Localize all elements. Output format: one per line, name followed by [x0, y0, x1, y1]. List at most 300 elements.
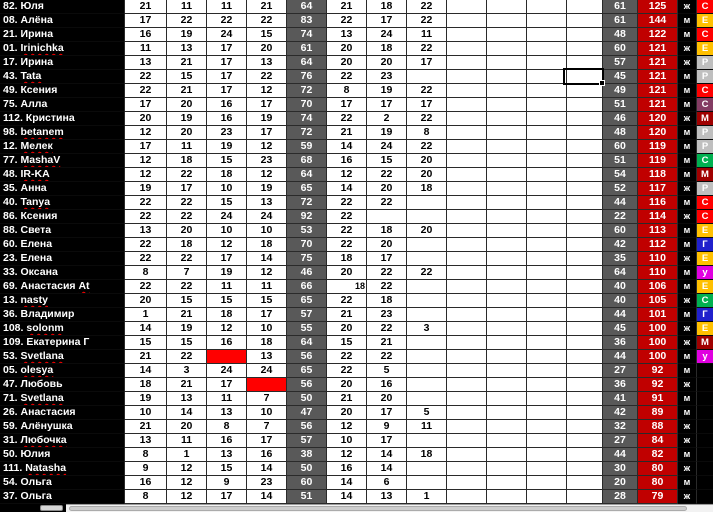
gender-cell[interactable]: м	[678, 308, 697, 322]
gender-cell[interactable]: м	[678, 14, 697, 28]
score-cell-2[interactable]: 22	[167, 350, 207, 364]
category-cell[interactable]: С	[697, 84, 713, 98]
score-cell-4[interactable]: 22	[247, 70, 287, 84]
empty-cell[interactable]	[567, 378, 603, 392]
empty-cell[interactable]	[567, 168, 603, 182]
score-cell-6[interactable]: 20	[367, 238, 407, 252]
score-cell-6[interactable]: 17	[367, 406, 407, 420]
subtotal-1-cell[interactable]: 70	[287, 238, 327, 252]
score-cell-5[interactable]: 21	[327, 392, 367, 406]
player-name-cell[interactable]: 88. Света	[0, 224, 125, 238]
empty-cell[interactable]	[527, 434, 567, 448]
score-cell-2[interactable]: 12	[167, 490, 207, 504]
score-cell-4[interactable]: 15	[247, 294, 287, 308]
score-cell-5[interactable]: 21	[327, 308, 367, 322]
score-cell-7[interactable]: 1	[407, 490, 447, 504]
score-cell-7[interactable]: 22	[407, 84, 447, 98]
category-cell[interactable]: Р	[697, 140, 713, 154]
category-cell[interactable]: Е	[697, 224, 713, 238]
empty-cell[interactable]	[567, 126, 603, 140]
score-cell-2[interactable]: 22	[167, 280, 207, 294]
gender-cell[interactable]: м	[678, 140, 697, 154]
subtotal-1-cell[interactable]: 56	[287, 378, 327, 392]
subtotal-2-cell[interactable]: 40	[603, 280, 638, 294]
score-cell-2[interactable]: 15	[167, 336, 207, 350]
subtotal-1-cell[interactable]: 57	[287, 434, 327, 448]
empty-cell[interactable]	[447, 266, 487, 280]
total-cell[interactable]: 100	[638, 336, 678, 350]
subtotal-2-cell[interactable]: 20	[603, 476, 638, 490]
gender-cell[interactable]: ж	[678, 294, 697, 308]
empty-cell[interactable]	[487, 378, 527, 392]
score-cell-7[interactable]	[407, 210, 447, 224]
category-cell[interactable]: Е	[697, 252, 713, 266]
gender-cell[interactable]: ж	[678, 0, 697, 14]
subtotal-1-cell[interactable]: 46	[287, 266, 327, 280]
total-cell[interactable]: 91	[638, 392, 678, 406]
score-cell-4[interactable]: 17	[247, 434, 287, 448]
category-cell[interactable]	[697, 490, 713, 504]
category-cell[interactable]: Р	[697, 70, 713, 84]
score-cell-3[interactable]	[207, 350, 247, 364]
score-cell-6[interactable]: 13	[367, 490, 407, 504]
empty-cell[interactable]	[487, 266, 527, 280]
score-cell-7[interactable]	[407, 238, 447, 252]
empty-cell[interactable]	[447, 84, 487, 98]
score-cell-7[interactable]	[407, 364, 447, 378]
empty-cell[interactable]	[567, 476, 603, 490]
empty-cell[interactable]	[567, 448, 603, 462]
score-cell-1[interactable]: 1	[125, 308, 167, 322]
empty-cell[interactable]	[487, 462, 527, 476]
empty-cell[interactable]	[527, 84, 567, 98]
subtotal-2-cell[interactable]: 44	[603, 196, 638, 210]
score-cell-3[interactable]: 17	[207, 252, 247, 266]
empty-cell[interactable]	[487, 0, 527, 14]
player-name-cell[interactable]: 54. Ольга	[0, 476, 125, 490]
empty-cell[interactable]	[567, 28, 603, 42]
subtotal-1-cell[interactable]: 76	[287, 70, 327, 84]
score-cell-3[interactable]: 11	[207, 392, 247, 406]
category-cell[interactable]: Е	[697, 14, 713, 28]
total-cell[interactable]: 92	[638, 364, 678, 378]
score-cell-1[interactable]: 22	[125, 252, 167, 266]
subtotal-1-cell[interactable]: 57	[287, 308, 327, 322]
subtotal-1-cell[interactable]: 65	[287, 182, 327, 196]
empty-cell[interactable]	[567, 42, 603, 56]
subtotal-1-cell[interactable]: 50	[287, 392, 327, 406]
score-cell-3[interactable]: 10	[207, 224, 247, 238]
category-cell[interactable]: Р	[697, 56, 713, 70]
total-cell[interactable]: 122	[638, 28, 678, 42]
subtotal-2-cell[interactable]: 40	[603, 294, 638, 308]
empty-cell[interactable]	[567, 392, 603, 406]
empty-cell[interactable]	[567, 266, 603, 280]
score-cell-5[interactable]: 22	[327, 14, 367, 28]
subtotal-1-cell[interactable]: 47	[287, 406, 327, 420]
score-cell-2[interactable]: 17	[167, 182, 207, 196]
score-cell-3[interactable]: 16	[207, 112, 247, 126]
score-cell-5[interactable]: 21	[327, 126, 367, 140]
score-cell-3[interactable]: 17	[207, 70, 247, 84]
empty-cell[interactable]	[447, 378, 487, 392]
empty-cell[interactable]	[487, 70, 527, 84]
empty-cell[interactable]	[447, 154, 487, 168]
subtotal-2-cell[interactable]: 61	[603, 0, 638, 14]
score-cell-5[interactable]: 20	[327, 322, 367, 336]
score-cell-1[interactable]: 13	[125, 56, 167, 70]
score-cell-5[interactable]: 22	[327, 196, 367, 210]
score-cell-1[interactable]: 22	[125, 84, 167, 98]
gender-cell[interactable]: м	[678, 280, 697, 294]
subtotal-1-cell[interactable]: 75	[287, 252, 327, 266]
score-cell-1[interactable]: 14	[125, 322, 167, 336]
score-cell-4[interactable]: 13	[247, 56, 287, 70]
empty-cell[interactable]	[567, 210, 603, 224]
category-cell[interactable]: С	[697, 98, 713, 112]
score-cell-6[interactable]: 20	[367, 392, 407, 406]
empty-cell[interactable]	[567, 280, 603, 294]
subtotal-2-cell[interactable]: 52	[603, 182, 638, 196]
category-cell[interactable]: Р	[697, 182, 713, 196]
empty-cell[interactable]	[527, 378, 567, 392]
score-cell-3[interactable]: 24	[207, 364, 247, 378]
subtotal-2-cell[interactable]: 60	[603, 224, 638, 238]
player-name-cell[interactable]: 17. Ирина	[0, 56, 125, 70]
category-cell[interactable]: С	[697, 210, 713, 224]
subtotal-1-cell[interactable]: 83	[287, 14, 327, 28]
score-cell-5[interactable]: 15	[327, 336, 367, 350]
score-cell-1[interactable]: 17	[125, 14, 167, 28]
score-cell-6[interactable]: 17	[367, 252, 407, 266]
empty-cell[interactable]	[487, 364, 527, 378]
score-cell-3[interactable]: 16	[207, 336, 247, 350]
category-cell[interactable]: С	[697, 28, 713, 42]
score-cell-3[interactable]: 12	[207, 322, 247, 336]
score-cell-3[interactable]: 22	[207, 14, 247, 28]
subtotal-2-cell[interactable]: 27	[603, 364, 638, 378]
subtotal-2-cell[interactable]: 42	[603, 406, 638, 420]
empty-cell[interactable]	[447, 224, 487, 238]
empty-cell[interactable]	[527, 406, 567, 420]
score-cell-7[interactable]	[407, 350, 447, 364]
score-cell-1[interactable]: 22	[125, 238, 167, 252]
subtotal-1-cell[interactable]: 56	[287, 420, 327, 434]
empty-cell[interactable]	[487, 210, 527, 224]
empty-cell[interactable]	[447, 476, 487, 490]
score-cell-2[interactable]: 21	[167, 308, 207, 322]
score-cell-5[interactable]: 22	[327, 364, 367, 378]
empty-cell[interactable]	[487, 168, 527, 182]
score-cell-7[interactable]: 22	[407, 0, 447, 14]
score-cell-2[interactable]: 22	[167, 168, 207, 182]
subtotal-2-cell[interactable]: 27	[603, 434, 638, 448]
empty-cell[interactable]	[527, 70, 567, 84]
subtotal-2-cell[interactable]: 36	[603, 336, 638, 350]
subtotal-1-cell[interactable]: 74	[287, 28, 327, 42]
score-cell-5[interactable]: 17	[327, 98, 367, 112]
empty-cell[interactable]	[447, 406, 487, 420]
subtotal-2-cell[interactable]: 57	[603, 56, 638, 70]
empty-cell[interactable]	[487, 294, 527, 308]
total-cell[interactable]: 89	[638, 406, 678, 420]
subtotal-1-cell[interactable]: 65	[287, 364, 327, 378]
empty-cell[interactable]	[567, 196, 603, 210]
score-cell-7[interactable]	[407, 280, 447, 294]
score-cell-2[interactable]: 13	[167, 392, 207, 406]
score-cell-5[interactable]: 20	[327, 56, 367, 70]
total-cell[interactable]: 120	[638, 112, 678, 126]
score-cell-6[interactable]: 20	[367, 182, 407, 196]
subtotal-2-cell[interactable]: 51	[603, 98, 638, 112]
score-cell-6[interactable]: 21	[367, 336, 407, 350]
player-name-cell[interactable]: 59. Алёнушка	[0, 420, 125, 434]
horizontal-scrollbar[interactable]	[0, 504, 713, 512]
total-cell[interactable]: 114	[638, 210, 678, 224]
total-cell[interactable]: 113	[638, 224, 678, 238]
score-cell-1[interactable]: 14	[125, 364, 167, 378]
player-name-cell[interactable]: 71. Svetlana	[0, 392, 125, 406]
empty-cell[interactable]	[487, 476, 527, 490]
score-cell-5[interactable]: 22	[327, 350, 367, 364]
score-cell-1[interactable]: 22	[125, 70, 167, 84]
gender-cell[interactable]: м	[678, 476, 697, 490]
score-cell-2[interactable]: 22	[167, 196, 207, 210]
empty-cell[interactable]	[527, 448, 567, 462]
empty-cell[interactable]	[487, 126, 527, 140]
player-name-cell[interactable]: 13. nasty	[0, 294, 125, 308]
empty-cell[interactable]	[487, 112, 527, 126]
score-cell-6[interactable]: 14	[367, 462, 407, 476]
empty-cell[interactable]	[567, 350, 603, 364]
empty-cell[interactable]	[487, 238, 527, 252]
gender-cell[interactable]: м	[678, 84, 697, 98]
score-cell-3[interactable]: 18	[207, 168, 247, 182]
empty-cell[interactable]	[487, 350, 527, 364]
empty-cell[interactable]	[487, 56, 527, 70]
score-cell-4[interactable]: 13	[247, 196, 287, 210]
empty-cell[interactable]	[527, 0, 567, 14]
score-cell-5[interactable]: 22	[327, 112, 367, 126]
empty-cell[interactable]	[447, 434, 487, 448]
category-cell[interactable]	[697, 392, 713, 406]
score-cell-5[interactable]: 14	[327, 476, 367, 490]
subtotal-2-cell[interactable]: 44	[603, 350, 638, 364]
score-cell-6[interactable]: 15	[367, 154, 407, 168]
score-cell-7[interactable]	[407, 336, 447, 350]
empty-cell[interactable]	[567, 252, 603, 266]
subtotal-1-cell[interactable]: 72	[287, 196, 327, 210]
gender-cell[interactable]: м	[678, 168, 697, 182]
score-cell-2[interactable]: 15	[167, 70, 207, 84]
gender-cell[interactable]: ж	[678, 378, 697, 392]
category-cell[interactable]: С	[697, 196, 713, 210]
score-cell-3[interactable]: 13	[207, 448, 247, 462]
score-cell-4[interactable]: 12	[247, 266, 287, 280]
category-cell[interactable]: С	[697, 0, 713, 14]
player-name-cell[interactable]: 49. Ксения	[0, 84, 125, 98]
gender-cell[interactable]: ж	[678, 434, 697, 448]
score-cell-2[interactable]: 11	[167, 0, 207, 14]
empty-cell[interactable]	[447, 364, 487, 378]
score-cell-7[interactable]: 22	[407, 14, 447, 28]
empty-cell[interactable]	[567, 0, 603, 14]
category-cell[interactable]: Г	[697, 238, 713, 252]
score-cell-1[interactable]: 18	[125, 378, 167, 392]
score-cell-7[interactable]	[407, 378, 447, 392]
empty-cell[interactable]	[447, 350, 487, 364]
player-name-cell[interactable]: 12. Мелек	[0, 140, 125, 154]
score-cell-2[interactable]: 22	[167, 252, 207, 266]
total-cell[interactable]: 116	[638, 196, 678, 210]
player-name-cell[interactable]: 111. Natasha	[0, 462, 125, 476]
sheet-tab-split-handle[interactable]	[40, 505, 63, 511]
score-cell-5[interactable]: 22	[327, 70, 367, 84]
score-cell-2[interactable]: 20	[167, 98, 207, 112]
score-cell-3[interactable]: 19	[207, 140, 247, 154]
score-cell-7[interactable]: 20	[407, 224, 447, 238]
score-cell-2[interactable]: 20	[167, 224, 207, 238]
subtotal-1-cell[interactable]: 64	[287, 0, 327, 14]
score-cell-7[interactable]: 20	[407, 154, 447, 168]
score-cell-1[interactable]: 22	[125, 280, 167, 294]
player-name-cell[interactable]: 08. Алёна	[0, 14, 125, 28]
player-name-cell[interactable]: 109. Екатерина Г	[0, 336, 125, 350]
score-cell-2[interactable]: 11	[167, 434, 207, 448]
score-cell-1[interactable]: 21	[125, 420, 167, 434]
category-cell[interactable]: М	[697, 336, 713, 350]
score-cell-2[interactable]: 19	[167, 28, 207, 42]
score-cell-4[interactable]: 13	[247, 350, 287, 364]
empty-cell[interactable]	[567, 420, 603, 434]
empty-cell[interactable]	[447, 70, 487, 84]
score-cell-6[interactable]: 18	[367, 0, 407, 14]
player-name-cell[interactable]: 48. IR-KA	[0, 168, 125, 182]
player-name-cell[interactable]: 47. Любовь	[0, 378, 125, 392]
empty-cell[interactable]	[447, 126, 487, 140]
score-cell-2[interactable]: 22	[167, 210, 207, 224]
score-cell-5[interactable]: 16	[327, 154, 367, 168]
score-cell-2[interactable]: 1	[167, 448, 207, 462]
score-cell-6[interactable]: 19	[367, 84, 407, 98]
empty-cell[interactable]	[447, 182, 487, 196]
player-name-cell[interactable]: 36. Владимир	[0, 308, 125, 322]
empty-cell[interactable]	[487, 196, 527, 210]
score-cell-5[interactable]: 22	[327, 238, 367, 252]
total-cell[interactable]: 118	[638, 168, 678, 182]
player-name-cell[interactable]: 112. Кристина	[0, 112, 125, 126]
total-cell[interactable]: 121	[638, 98, 678, 112]
score-cell-5[interactable]: 21	[327, 0, 367, 14]
empty-cell[interactable]	[527, 154, 567, 168]
score-cell-7[interactable]	[407, 294, 447, 308]
score-cell-2[interactable]: 3	[167, 364, 207, 378]
player-name-cell[interactable]: 31. Любочка	[0, 434, 125, 448]
subtotal-2-cell[interactable]: 48	[603, 28, 638, 42]
gender-cell[interactable]: ж	[678, 336, 697, 350]
score-cell-5[interactable]: 14	[327, 182, 367, 196]
empty-cell[interactable]	[487, 308, 527, 322]
empty-cell[interactable]	[567, 84, 603, 98]
subtotal-2-cell[interactable]: 32	[603, 420, 638, 434]
empty-cell[interactable]	[447, 210, 487, 224]
score-cell-1[interactable]: 16	[125, 476, 167, 490]
total-cell[interactable]: 121	[638, 56, 678, 70]
category-cell[interactable]: у	[697, 266, 713, 280]
empty-cell[interactable]	[487, 420, 527, 434]
score-cell-6[interactable]: 22	[367, 168, 407, 182]
score-cell-6[interactable]: 18	[367, 42, 407, 56]
score-cell-6[interactable]: 22	[367, 196, 407, 210]
empty-cell[interactable]	[527, 364, 567, 378]
empty-cell[interactable]	[527, 476, 567, 490]
score-cell-3[interactable]: 12	[207, 238, 247, 252]
empty-cell[interactable]	[447, 308, 487, 322]
player-name-cell[interactable]: 77. MashaV	[0, 154, 125, 168]
score-cell-6[interactable]: 24	[367, 140, 407, 154]
subtotal-1-cell[interactable]: 72	[287, 126, 327, 140]
score-cell-7[interactable]: 22	[407, 140, 447, 154]
empty-cell[interactable]	[487, 392, 527, 406]
category-cell[interactable]	[697, 420, 713, 434]
score-cell-6[interactable]: 17	[367, 434, 407, 448]
gender-cell[interactable]: м	[678, 406, 697, 420]
empty-cell[interactable]	[487, 28, 527, 42]
empty-cell[interactable]	[447, 168, 487, 182]
category-cell[interactable]	[697, 462, 713, 476]
gender-cell[interactable]: ж	[678, 182, 697, 196]
score-cell-1[interactable]: 12	[125, 126, 167, 140]
empty-cell[interactable]	[447, 98, 487, 112]
total-cell[interactable]: 121	[638, 42, 678, 56]
score-cell-2[interactable]: 22	[167, 14, 207, 28]
subtotal-2-cell[interactable]: 45	[603, 70, 638, 84]
category-cell[interactable]: Г	[697, 308, 713, 322]
score-cell-4[interactable]	[247, 378, 287, 392]
player-name-cell[interactable]: 01. Irinichka	[0, 42, 125, 56]
score-cell-1[interactable]: 15	[125, 336, 167, 350]
score-cell-5[interactable]: 12	[327, 420, 367, 434]
score-cell-7[interactable]: 22	[407, 42, 447, 56]
empty-cell[interactable]	[487, 14, 527, 28]
score-cell-2[interactable]: 21	[167, 84, 207, 98]
subtotal-1-cell[interactable]: 51	[287, 490, 327, 504]
score-cell-7[interactable]: 20	[407, 168, 447, 182]
empty-cell[interactable]	[527, 252, 567, 266]
score-cell-3[interactable]: 17	[207, 378, 247, 392]
score-cell-3[interactable]: 18	[207, 308, 247, 322]
score-cell-1[interactable]: 16	[125, 28, 167, 42]
subtotal-2-cell[interactable]: 22	[603, 210, 638, 224]
category-cell[interactable]: С	[697, 154, 713, 168]
empty-cell[interactable]	[487, 322, 527, 336]
score-cell-1[interactable]: 19	[125, 182, 167, 196]
total-cell[interactable]: 88	[638, 420, 678, 434]
score-cell-1[interactable]: 22	[125, 210, 167, 224]
subtotal-2-cell[interactable]: 46	[603, 112, 638, 126]
score-cell-6[interactable]: 6	[367, 476, 407, 490]
score-cell-2[interactable]: 7	[167, 266, 207, 280]
gender-cell[interactable]: м	[678, 448, 697, 462]
gender-cell[interactable]: ж	[678, 252, 697, 266]
empty-cell[interactable]	[447, 14, 487, 28]
gender-cell[interactable]: м	[678, 350, 697, 364]
score-cell-2[interactable]: 19	[167, 112, 207, 126]
total-cell[interactable]: 144	[638, 14, 678, 28]
subtotal-2-cell[interactable]: 64	[603, 266, 638, 280]
empty-cell[interactable]	[567, 140, 603, 154]
score-cell-6[interactable]: 14	[367, 448, 407, 462]
